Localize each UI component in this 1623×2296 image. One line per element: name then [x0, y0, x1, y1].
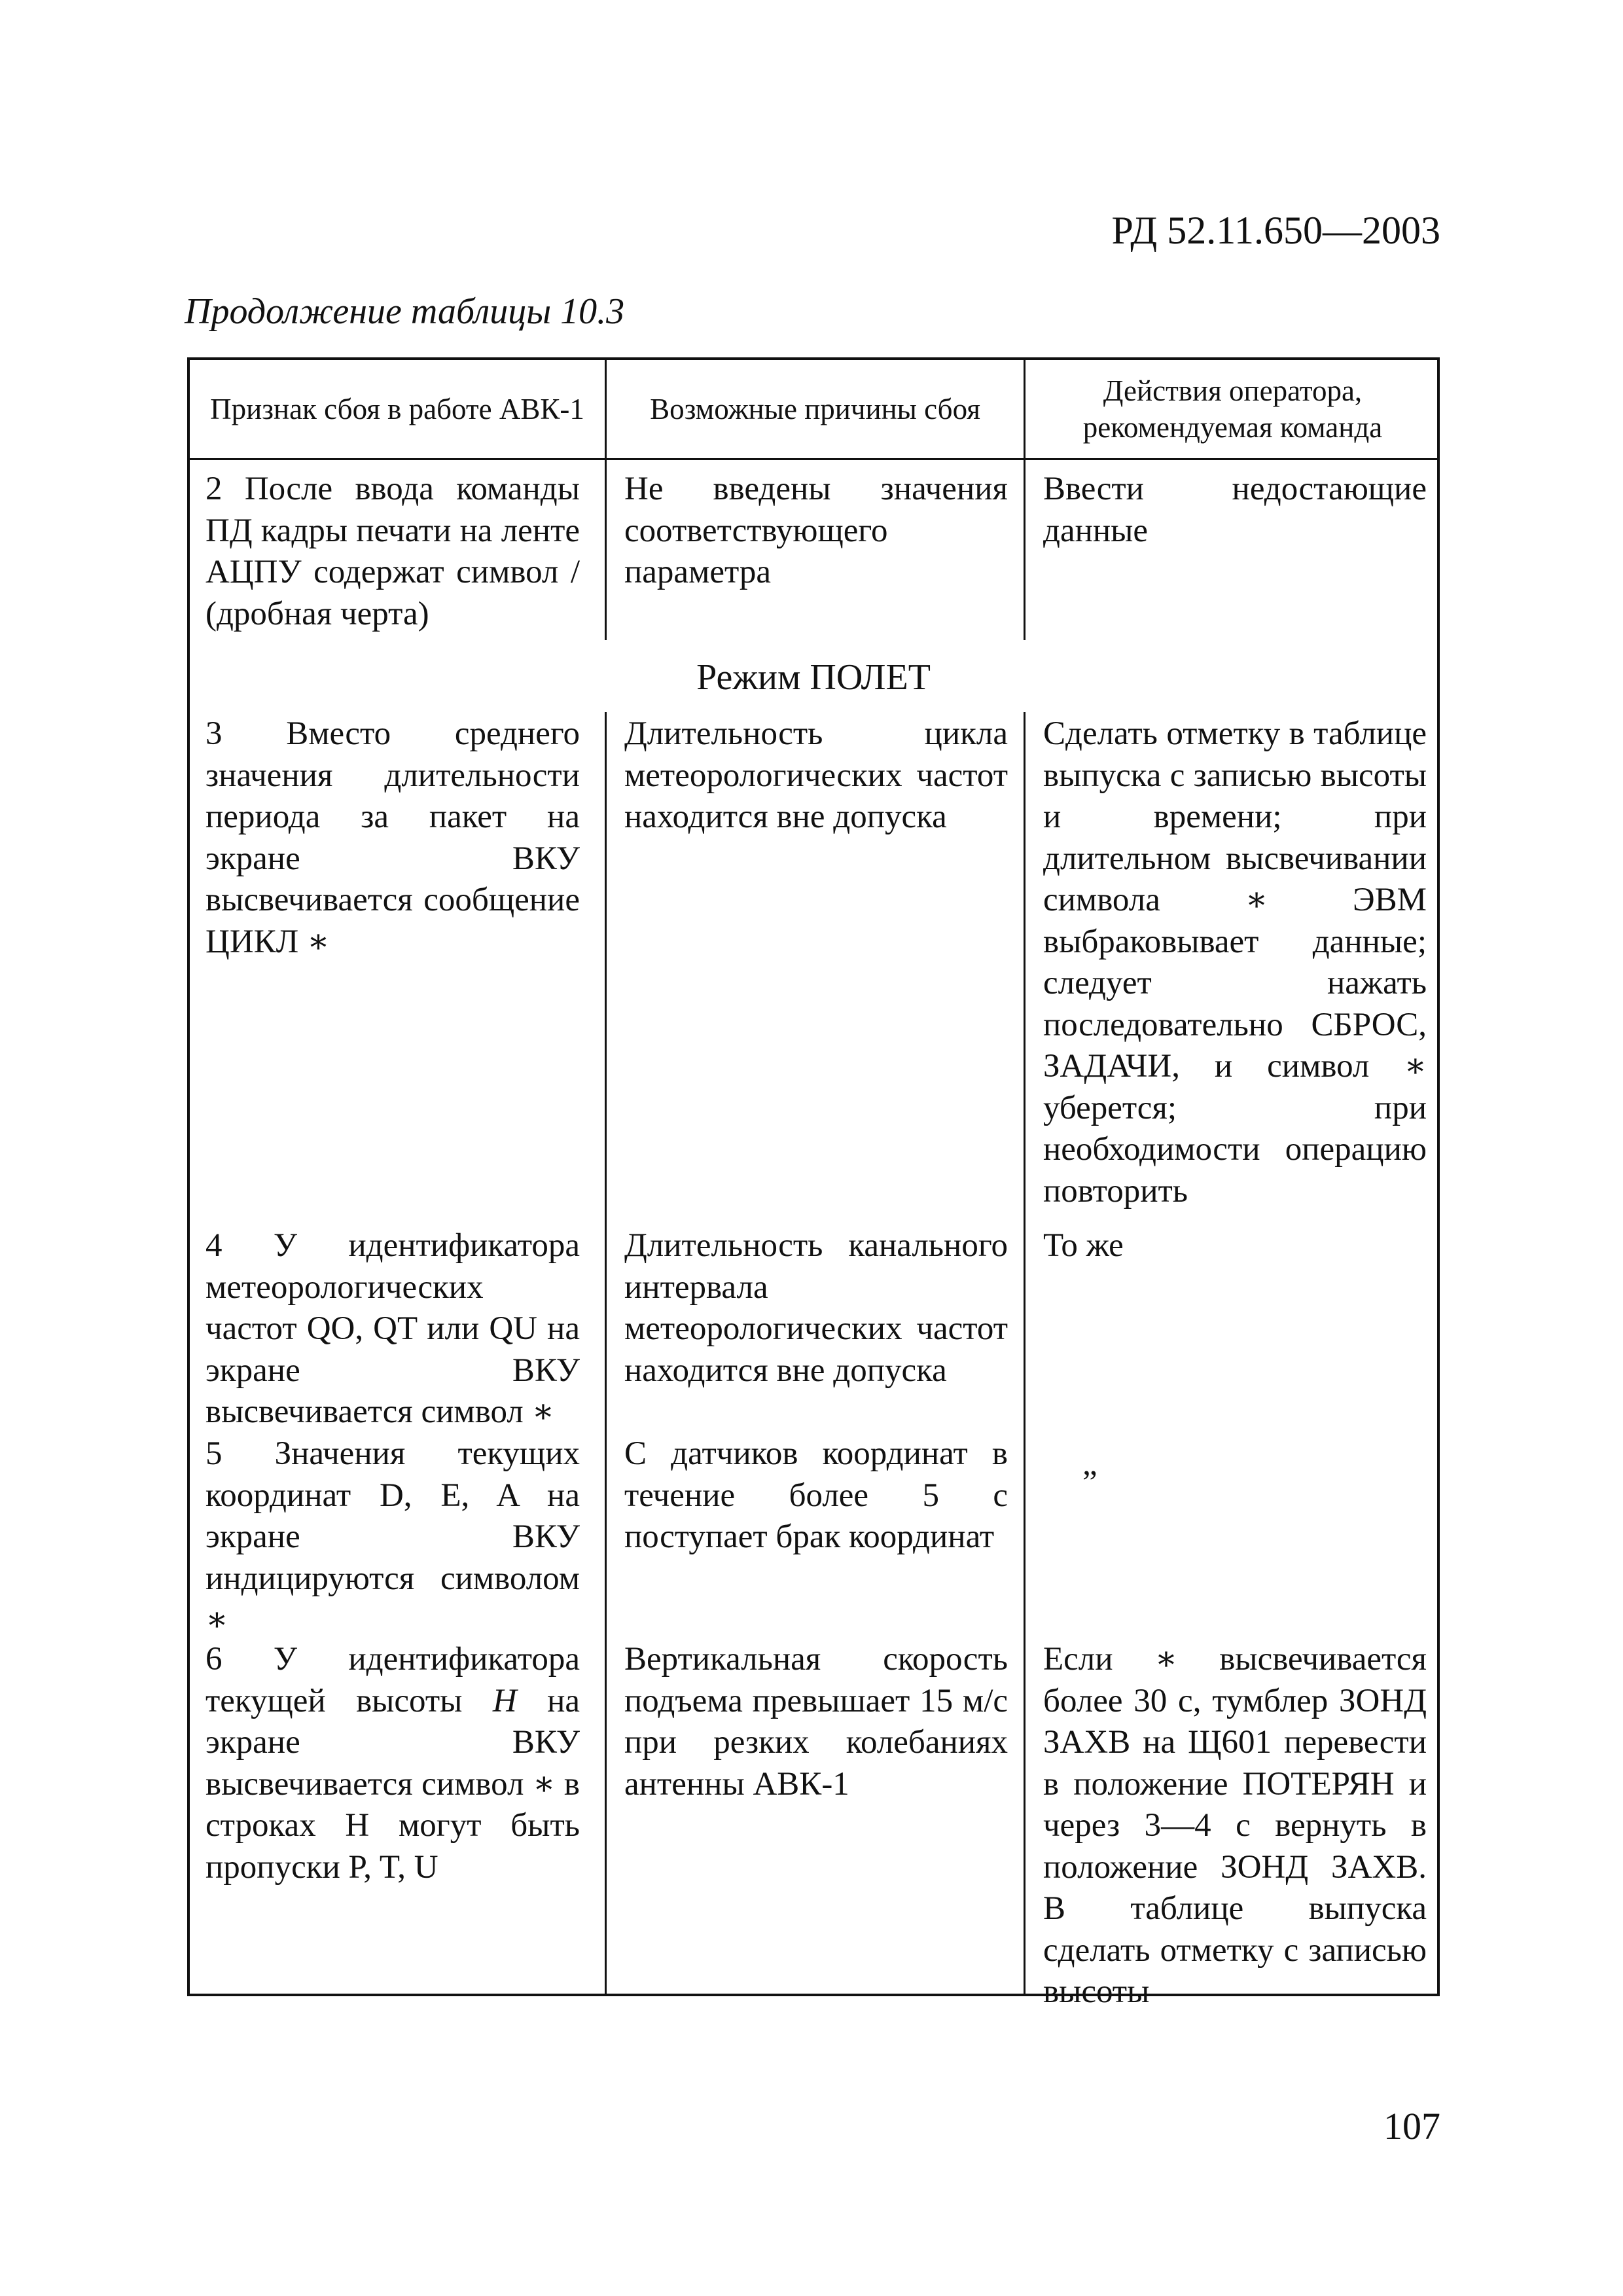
height-variable: H	[492, 1682, 517, 1719]
column-header-action: Действия оператора, рекомендуемая команда	[1082, 374, 1383, 444]
column-header-cause: Возможные причины сбоя	[650, 393, 980, 425]
cause-cell-3: Длительность цикла метеорологических частот находится вне допуска	[624, 715, 1008, 835]
column-divider-1	[605, 360, 607, 1996]
column-divider-2	[1024, 360, 1026, 1996]
table-caption: Продолжение таблицы 10.3	[185, 291, 625, 332]
cause-cell-6: Вертикальная скорость подъема превышает 15 м/с при резких колебаниях антенны АВК-1	[624, 1641, 1008, 1803]
action-cell-4: То же	[1043, 1227, 1124, 1264]
cause-cell-4: Длительность канального интервала метеорологических частот находится вне допуска	[624, 1227, 1008, 1389]
action-cell-3: Сделать отметку в таблице выпуска с записью высоты и времени; при длительном высвечивании символа ∗ ЭВМ выбраковывает данные; следует нажать последовательно СБРОС, ЗАДАЧИ, и символ ∗ уберется; при необходимости операцию повторить	[1043, 715, 1427, 1210]
column-header-symptom: Признак сбоя в работе АВК-1	[210, 393, 584, 425]
symptom-cell-3: 3 Вместо среднего значения длительности периода за пакет на экране ВКУ высвечивается сообщение ЦИКЛ ∗	[205, 715, 580, 960]
symptom-cell-6: 6 У идентификатора текущей высоты H на экране ВКУ высвечивается символ ∗ в строках H могут быть пропуски P, T, U	[205, 1641, 580, 1886]
action-cell-2: Ввести недостающие данные	[1043, 471, 1427, 549]
mode-label: Режим ПОЛЕТ	[696, 657, 931, 698]
ditto-mark: „	[1082, 1446, 1097, 1482]
action-cell-6: Если ∗ высвечивается более 30 с, тумблер ЗОНД ЗАХВ на Щ601 перевести в положение ПОТЕРЯН и через 3—4 с вернуть в положение ЗОНД ЗАХВ. В таблице выпуска сделать отметку с записью высоты	[1043, 1641, 1427, 2010]
document-code: РД 52.11.650—2003	[1111, 209, 1440, 252]
table-header-row	[190, 360, 1437, 460]
cause-cell-2: Не введены значения соответствующего параметра	[624, 471, 1008, 590]
page-number: 107	[1383, 2105, 1440, 2147]
symptom-cell-2: 2 После ввода команды ПД кадры печати на ленте АЦПУ содержат символ / (дробная черта)	[205, 471, 580, 632]
fault-table	[187, 357, 1440, 2010]
symptom-cell-4: 4 У идентификатора метеорологических частот QO, QT или QU на экране ВКУ высвечивается символ ∗	[205, 1227, 580, 1430]
cause-cell-5: С датчиков координат в течение более 5 с поступает брак координат	[624, 1435, 1008, 1555]
symptom-cell-5: 5 Значения текущих координат D, E, A на экране ВКУ индицируются символом ∗	[205, 1435, 580, 1638]
